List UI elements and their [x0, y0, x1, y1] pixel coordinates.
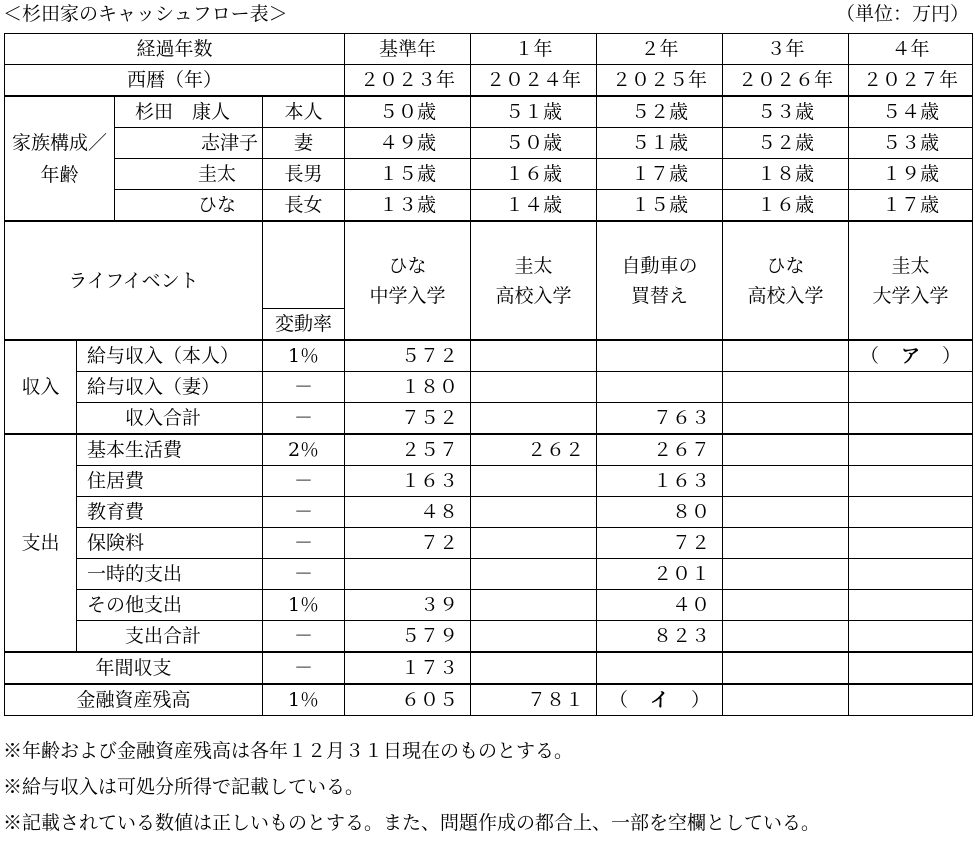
rate-cell: 1％: [263, 590, 345, 621]
value-cell: [849, 466, 973, 497]
answer-close-paren: ）: [691, 689, 711, 711]
value-cell: [471, 497, 597, 528]
value-cell: [471, 340, 597, 372]
expense-item: 基本生活費: [77, 434, 263, 466]
age-cell: １７歳: [597, 159, 723, 190]
age-cell: １６歳: [471, 159, 597, 190]
income-section-label: 収入: [5, 340, 77, 434]
value-cell: ８０: [597, 497, 723, 528]
age-cell: ５０歳: [471, 128, 597, 159]
rate-header-spacer: [263, 221, 345, 309]
income-row: [5, 403, 973, 435]
value-cell: [597, 340, 723, 372]
member-relation: 長女: [263, 190, 345, 222]
value-cell: ７２: [597, 528, 723, 559]
member-name: 志津子: [115, 128, 263, 159]
value-cell: ７２: [345, 528, 471, 559]
value-cell: [345, 559, 471, 590]
value-cell: [723, 403, 849, 435]
life-event-line1: 自動車の: [621, 254, 698, 277]
table-title: ＜杉田家のキャッシュフロー表＞: [3, 3, 288, 25]
life-event-line1: 圭太: [891, 254, 930, 277]
value-cell: ７５２: [345, 403, 471, 435]
rate-cell: －: [263, 403, 345, 435]
family-row: [5, 159, 973, 190]
member-relation: 本人: [263, 96, 345, 128]
rate-cell: －: [263, 372, 345, 403]
expense-item: 一時的支出: [77, 559, 263, 590]
value-cell: [849, 528, 973, 559]
rate-cell: 1％: [263, 340, 345, 372]
value-cell: [723, 466, 849, 497]
value-cell: ２６７: [597, 434, 723, 466]
income-item: 給与収入（本人）: [77, 340, 263, 372]
family-section-label-line1: 家族構成／: [11, 131, 107, 154]
value-cell: [723, 684, 849, 716]
annual-balance-row: [5, 652, 973, 684]
value-cell: [723, 559, 849, 590]
value-cell: [849, 652, 973, 684]
calendar-year: ２０２５年: [597, 65, 723, 97]
value-cell: ４０: [597, 590, 723, 621]
family-section-label: [5, 96, 115, 221]
member-name: ひな: [115, 190, 263, 222]
financial-assets-label: 金融資産残高: [5, 684, 263, 716]
value-cell: [471, 621, 597, 653]
value-cell: [849, 621, 973, 653]
expense-section-label: 支出: [5, 434, 77, 652]
value-cell: ４８: [345, 497, 471, 528]
age-cell: ４９歳: [345, 128, 471, 159]
value-cell: [471, 403, 597, 435]
family-row: [5, 96, 973, 128]
life-event-line2: 買替え: [630, 284, 688, 307]
life-event-cell: [723, 221, 849, 340]
life-event-label: ライフイベント: [5, 221, 263, 340]
value-cell: [471, 466, 597, 497]
year-label: ４年: [849, 34, 973, 65]
rate-header: 変動率: [263, 309, 345, 341]
calendar-year: ２０２４年: [471, 65, 597, 97]
value-cell: ３９: [345, 590, 471, 621]
calendar-year: ２０２７年: [849, 65, 973, 97]
age-cell: ５３歳: [849, 128, 973, 159]
value-cell: ５７２: [345, 340, 471, 372]
calendar-year: ２０２６年: [723, 65, 849, 97]
age-cell: １５歳: [345, 159, 471, 190]
value-cell: [723, 434, 849, 466]
family-row: [5, 190, 973, 222]
value-cell: [723, 590, 849, 621]
value-cell: [849, 590, 973, 621]
value-cell: [849, 684, 973, 716]
value-cell: １６３: [597, 466, 723, 497]
income-total-label: 収入合計: [77, 403, 263, 435]
rate-cell: －: [263, 497, 345, 528]
expense-total-label: 支出合計: [77, 621, 263, 653]
income-item: 給与収入（妻）: [77, 372, 263, 403]
expense-row: [5, 497, 973, 528]
rate-cell: 2％: [263, 434, 345, 466]
value-cell: [849, 403, 973, 435]
value-cell: [723, 497, 849, 528]
elapsed-years-label: 経過年数: [5, 34, 345, 65]
life-event-line2: 高校入学: [495, 284, 572, 307]
expense-row: [5, 466, 973, 497]
unit-label: （単位：万円）: [835, 3, 969, 25]
rate-cell: －: [263, 559, 345, 590]
age-cell: ５０歳: [345, 96, 471, 128]
age-cell: １７歳: [849, 190, 973, 222]
age-cell: １８歳: [723, 159, 849, 190]
year-label: ３年: [723, 34, 849, 65]
age-cell: １６歳: [723, 190, 849, 222]
age-cell: ５１歳: [597, 128, 723, 159]
income-row: [5, 340, 973, 372]
value-cell: ２５７: [345, 434, 471, 466]
family-section-label-line2: 年齢: [40, 163, 79, 186]
financial-assets-row: [5, 684, 973, 716]
age-cell: １３歳: [345, 190, 471, 222]
year-label: ２年: [597, 34, 723, 65]
footnote: ※記載されている数値は正しいものとする。また、問題作成の都合上、一部を空欄としている。: [3, 812, 821, 834]
member-name: 圭太: [115, 159, 263, 190]
answer-close-paren: ）: [942, 345, 962, 367]
cash-flow-table: [4, 33, 973, 716]
expense-row: [5, 559, 973, 590]
value-cell: ６０５: [345, 684, 471, 716]
expense-item: 住居費: [77, 466, 263, 497]
expense-row: [5, 590, 973, 621]
expense-row: [5, 621, 973, 653]
age-cell: ５４歳: [849, 96, 973, 128]
elapsed-years-row: [5, 34, 973, 65]
life-event-cell: [471, 221, 597, 340]
annual-balance-label: 年間収支: [5, 652, 263, 684]
rate-cell: －: [263, 466, 345, 497]
life-event-line1: ひな: [766, 254, 805, 277]
age-cell: １５歳: [597, 190, 723, 222]
calendar-year-label: 西暦（年）: [5, 65, 345, 97]
income-row: [5, 372, 973, 403]
rate-cell: 1％: [263, 684, 345, 716]
rate-cell: －: [263, 652, 345, 684]
member-relation: 長男: [263, 159, 345, 190]
life-event-cell: [849, 221, 973, 340]
footnote: ※年齢および金融資産残高は各年１２月３１日現在のものとする。: [3, 740, 574, 762]
answer-mark-i: イ: [649, 689, 669, 711]
life-event-line1: ひな: [388, 254, 427, 277]
year-label: 基準年: [345, 34, 471, 65]
life-event-line1: 圭太: [514, 254, 553, 277]
value-cell: ２６２: [471, 434, 597, 466]
member-name: 杉田 康人: [115, 96, 263, 128]
life-event-cell: [345, 221, 471, 340]
age-cell: １４歳: [471, 190, 597, 222]
footnotes: [3, 733, 820, 841]
value-cell: [471, 528, 597, 559]
value-cell: ８２３: [597, 621, 723, 653]
value-cell: [471, 590, 597, 621]
answer-open-paren: （: [608, 689, 628, 711]
value-cell: [471, 652, 597, 684]
value-cell: [597, 652, 723, 684]
life-event-line2: 大学入学: [872, 284, 949, 307]
rate-cell: －: [263, 621, 345, 653]
value-cell: [723, 621, 849, 653]
expense-item: 教育費: [77, 497, 263, 528]
value-cell: １６３: [345, 466, 471, 497]
value-cell: [723, 528, 849, 559]
value-cell: [723, 340, 849, 372]
age-cell: １９歳: [849, 159, 973, 190]
year-label: １年: [471, 34, 597, 65]
value-cell: [723, 372, 849, 403]
answer-i-cell: [597, 684, 723, 716]
life-event-cell: [597, 221, 723, 340]
member-relation: 妻: [263, 128, 345, 159]
value-cell: １７３: [345, 652, 471, 684]
answer-a-cell: [849, 340, 973, 372]
value-cell: [849, 372, 973, 403]
answer-open-paren: （: [859, 345, 879, 367]
family-row: [5, 128, 973, 159]
expense-row: [5, 434, 973, 466]
life-event-line2: 中学入学: [369, 284, 446, 307]
value-cell: １８０: [345, 372, 471, 403]
age-cell: ５１歳: [471, 96, 597, 128]
answer-mark-a: ア: [900, 345, 920, 367]
value-cell: ７６３: [597, 403, 723, 435]
age-cell: ５３歳: [723, 96, 849, 128]
life-event-line2: 高校入学: [747, 284, 824, 307]
calendar-year-row: [5, 65, 973, 97]
value-cell: [471, 559, 597, 590]
value-cell: [849, 434, 973, 466]
value-cell: [849, 559, 973, 590]
life-event-row: [5, 221, 973, 309]
value-cell: [597, 372, 723, 403]
value-cell: ７８１: [471, 684, 597, 716]
age-cell: ５２歳: [597, 96, 723, 128]
age-cell: ５２歳: [723, 128, 849, 159]
value-cell: [849, 497, 973, 528]
rate-cell: －: [263, 528, 345, 559]
expense-item: 保険料: [77, 528, 263, 559]
value-cell: ５７９: [345, 621, 471, 653]
calendar-year: ２０２３年: [345, 65, 471, 97]
footnote: ※給与収入は可処分所得で記載している。: [3, 776, 365, 798]
expense-row: [5, 528, 973, 559]
expense-item: その他支出: [77, 590, 263, 621]
value-cell: [723, 652, 849, 684]
value-cell: [471, 372, 597, 403]
value-cell: ２０１: [597, 559, 723, 590]
